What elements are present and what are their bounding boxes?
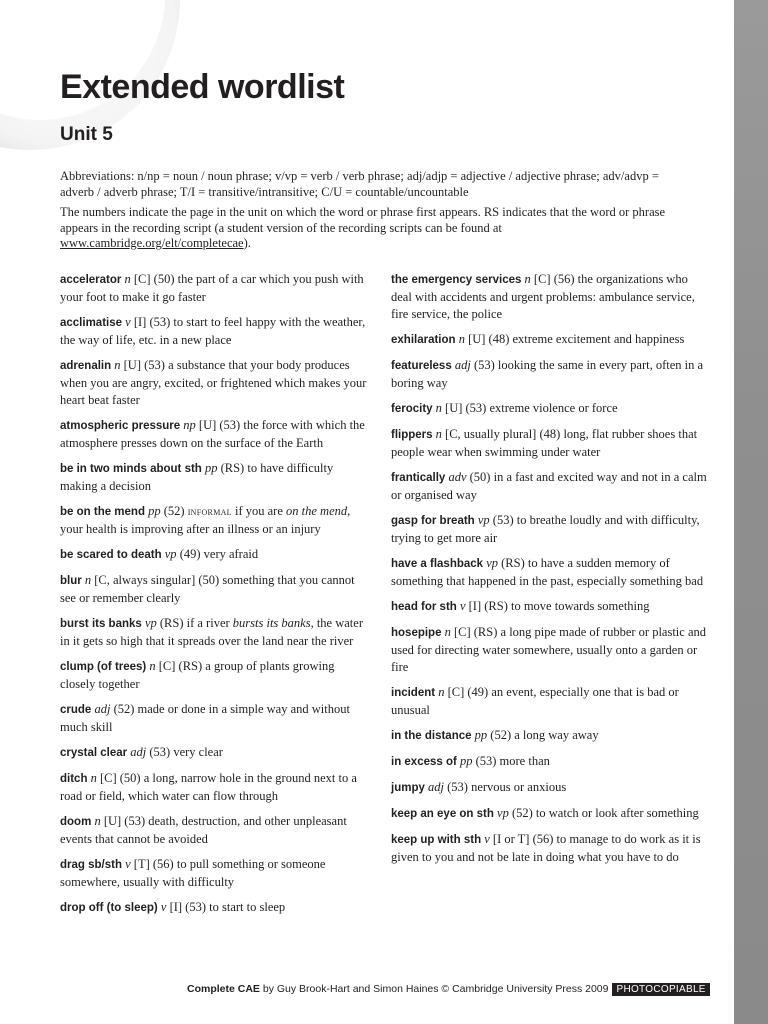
entry-part-of-speech: vp — [486, 556, 498, 570]
entry-part-of-speech: np — [183, 418, 196, 432]
entry-page-info: (52) — [511, 806, 533, 820]
entry-part-of-speech: adj — [454, 358, 471, 372]
entry-part-of-speech: n — [435, 401, 442, 415]
entry-part-of-speech: n — [94, 814, 101, 828]
entry-definition: the organizations who deal with accidents and urgent problems: ambulance service, fire service, the police — [391, 272, 695, 321]
entry-part-of-speech: n — [444, 625, 451, 639]
entry-part-of-speech: pp — [148, 504, 161, 518]
entry-definition: , your health is improving after an illness or an injury — [60, 504, 351, 536]
entry-page-info: [U] (53) — [445, 401, 487, 415]
entry-page-info: (RS) — [220, 461, 245, 475]
entry-part-of-speech: pp — [204, 461, 218, 475]
entry-headword: be scared to death — [60, 549, 162, 561]
entry-definition: in a fast and excited way and not in a calm or organised way — [391, 470, 707, 502]
entry-page-info: (53) — [447, 780, 468, 794]
wordlist-entry — [60, 503, 372, 538]
wordlist-entry — [60, 460, 372, 495]
abbreviations-text: Abbreviations: n/np = noun / noun phrase; v/vp = verb / verb phrase; adj/adjp = adjective / adjective phrase; adv/advp = adverb / adverb phrase; T/I = transitive/intransitive; C/U = countable/uncountable — [60, 169, 659, 199]
wordlist-entry — [60, 314, 372, 349]
entry-headword: the emergency services — [391, 274, 522, 286]
entry-headword: ditch — [60, 773, 88, 785]
wordlist-entry — [60, 744, 372, 762]
entry-headword: blur — [60, 575, 82, 587]
wordlist-entry — [60, 899, 372, 917]
entry-part-of-speech: v — [484, 832, 490, 846]
page-title: Extended wordlist — [60, 68, 345, 106]
entry-page-info: [C] (49) — [447, 685, 489, 699]
entry-headword: keep an eye on sth — [391, 808, 494, 820]
entry-headword: hosepipe — [391, 627, 442, 639]
entry-page-info: (53) — [149, 745, 171, 759]
intro-text — [60, 169, 685, 257]
entry-headword: in excess of — [391, 756, 457, 768]
entry-page-info: [I] (53) — [169, 900, 207, 914]
entry-part-of-speech: n — [90, 771, 97, 785]
wordlist-entry — [391, 727, 707, 745]
entry-part-of-speech: n — [524, 272, 531, 286]
wordlist-entry — [391, 779, 707, 797]
entry-part-of-speech: v — [125, 857, 131, 871]
entry-example: bursts its banks — [232, 616, 311, 630]
entry-page-info: [C, always singular] (50) — [94, 573, 220, 587]
entry-definition: a group of plants growing closely together — [60, 659, 335, 691]
wordlist-entry — [60, 615, 372, 650]
entry-headword: jumpy — [391, 782, 425, 794]
entry-definition: a substance that your body produces when you are angry, excited, or frightened which makes your heart beat faster — [60, 358, 367, 407]
entry-part-of-speech: v — [459, 599, 466, 613]
entry-part-of-speech: vp — [164, 547, 177, 561]
entry-page-info: [C] (RS) — [453, 625, 498, 639]
entry-example: on the mend — [286, 504, 348, 518]
entry-page-info: [U] (48) — [468, 332, 510, 346]
wordlist-column-left — [60, 271, 372, 925]
entry-headword: incident — [391, 687, 436, 699]
wordlist-entry — [391, 831, 707, 866]
entry-definition: looking the same in every part, often in a boring way — [391, 358, 704, 390]
entry-headword: crude — [60, 704, 92, 716]
entry-definition: extreme violence or force — [489, 401, 618, 415]
entry-definition: made or done in a simple way and without much skill — [60, 702, 350, 734]
entry-part-of-speech: n — [84, 573, 92, 587]
entry-definition: to move towards something — [510, 599, 650, 613]
entry-page-info: (53) — [473, 358, 495, 372]
entry-headword: acclimatise — [60, 317, 123, 329]
wordlist-entry — [391, 624, 707, 676]
entry-headword: have a flashback — [391, 558, 484, 570]
wordlist-entry — [60, 770, 372, 805]
entry-page-info: [I or T] (56) — [492, 832, 554, 846]
entry-part-of-speech: pp — [459, 754, 473, 768]
unit-title: Unit 5 — [60, 124, 113, 145]
entry-headword: flippers — [391, 429, 433, 441]
entry-part-of-speech: vp — [497, 806, 509, 820]
cambridge-link[interactable]: www.cambridge.org/elt/completecae — [60, 236, 244, 250]
footer-book-title: Complete CAE — [187, 983, 260, 995]
entry-definition: , the water in it gets so high that it spreads over the land near the river — [60, 616, 363, 648]
wordlist-entry — [391, 357, 707, 392]
entry-definition: extreme excitement and happiness — [512, 332, 685, 346]
entry-part-of-speech: v — [125, 315, 131, 329]
entry-page-info: [U] (53) — [123, 358, 165, 372]
entry-definition: to breathe loudly and with difficulty, trying to get more air — [391, 513, 700, 545]
wordlist-column-right — [391, 271, 707, 874]
entry-definition: to manage to do work as it is given to you and not be late in doing what you have to do — [391, 832, 701, 864]
entry-page-info: (53) — [492, 513, 514, 527]
entry-headword: doom — [60, 816, 92, 828]
entry-headword: head for sth — [391, 601, 457, 613]
entry-page-info: (50) — [469, 470, 491, 484]
entry-part-of-speech: n — [114, 358, 121, 372]
wordlist-entry — [391, 331, 707, 349]
entry-part-of-speech: adj — [428, 780, 444, 794]
entry-page-info: [I] (RS) — [468, 599, 508, 613]
entry-definition: death, destruction, and other unpleasant events that cannot be avoided — [60, 814, 347, 846]
entry-definition: the part of a car which you push with your foot to make it go faster — [60, 272, 364, 304]
entry-part-of-speech: n — [149, 659, 156, 673]
entry-headword: crystal clear — [60, 747, 128, 759]
entry-definition: to start to feel happy with the weather, the way of life, etc. in a new place — [60, 315, 366, 347]
entry-headword: accelerator — [60, 274, 122, 286]
entry-definition-start: if a river — [186, 616, 233, 630]
entry-part-of-speech: adj — [130, 745, 147, 759]
wordlist-entry — [60, 546, 372, 564]
footer — [187, 983, 710, 996]
wordlist-entry — [391, 426, 707, 461]
entry-definition: more than — [499, 754, 550, 768]
entry-headword: ferocity — [391, 403, 433, 415]
entry-page-info: [C] (50) — [133, 272, 175, 286]
wordlist-entry — [60, 658, 372, 693]
wordlist-entry — [60, 572, 372, 607]
entry-definition: the force with which the atmosphere presses down on the surface of the Earth — [60, 418, 365, 450]
page-edge-bar — [734, 0, 768, 1024]
entry-page-info: [C] (56) — [533, 272, 575, 286]
entry-headword: clump (of trees) — [60, 661, 147, 673]
entry-page-info: (49) — [179, 547, 201, 561]
entry-page-info: (53) — [475, 754, 497, 768]
entry-part-of-speech: vp — [144, 616, 157, 630]
entry-part-of-speech: adv — [448, 470, 467, 484]
entry-page-info: [C] (RS) — [158, 659, 203, 673]
wordlist-entry — [60, 856, 372, 891]
entry-headword: in the distance — [391, 730, 472, 742]
wordlist-entry — [391, 753, 707, 771]
entry-part-of-speech: n — [438, 685, 445, 699]
wordlist-entry — [391, 598, 707, 616]
wordlist-entry — [60, 417, 372, 452]
wordlist-entry — [391, 400, 707, 418]
wordlist-entry — [391, 555, 707, 590]
entry-page-info: [I] (53) — [133, 315, 171, 329]
entry-page-info: (52) — [113, 702, 135, 716]
wordlist-entry — [391, 469, 707, 504]
entry-headword: be on the mend — [60, 506, 145, 518]
entry-part-of-speech: n — [124, 272, 131, 286]
entry-headword: drop off (to sleep) — [60, 902, 158, 914]
photocopiable-badge: PHOTOCOPIABLE — [612, 983, 709, 996]
entry-page-info: (52) — [490, 728, 512, 742]
footer-credit: by Guy Brook-Hart and Simon Haines © Cambridge University Press 2009 — [259, 983, 609, 995]
entry-part-of-speech: vp — [477, 513, 490, 527]
wordlist-entry — [391, 271, 707, 323]
wordlist-entry — [391, 684, 707, 719]
entry-page-info: [U] (53) — [103, 814, 146, 828]
wordlist-entry — [60, 271, 372, 306]
wordlist-entry — [391, 805, 707, 823]
entry-part-of-speech: n — [435, 427, 442, 441]
entry-definition: to watch or look after something — [535, 806, 699, 820]
entry-definition: a long way away — [514, 728, 599, 742]
entry-definition: a long, narrow hole in the ground next to a road or field, which water can flow through — [60, 771, 357, 803]
entry-definition: to start to sleep — [209, 900, 286, 914]
entry-definition: to pull something or someone somewhere, usually with difficulty — [60, 857, 326, 889]
entry-definition: long, flat rubber shoes that people wear when swimming under water — [391, 427, 698, 459]
entry-definition-start: if you are — [235, 504, 287, 518]
entry-headword: be in two minds about sth — [60, 463, 202, 475]
entry-definition: very clear — [173, 745, 223, 759]
entry-definition: to have difficulty making a decision — [60, 461, 334, 493]
entry-headword: adrenalin — [60, 360, 112, 372]
entry-definition: to have a sudden memory of something that happened in the past, especially something bad — [391, 556, 704, 588]
wordlist-entry — [60, 357, 372, 409]
entry-register: informal — [187, 506, 232, 518]
entry-headword: keep up with sth — [391, 834, 482, 846]
entry-page-info: [T] (56) — [133, 857, 174, 871]
entry-headword: drag sb/sth — [60, 859, 122, 871]
entry-page-info: (RS) — [159, 616, 184, 630]
entry-page-info: (52) — [163, 504, 185, 518]
entry-definition: something that you cannot see or remember clearly — [60, 573, 355, 605]
entry-headword: featureless — [391, 360, 452, 372]
entry-part-of-speech: adj — [94, 702, 111, 716]
entry-definition: a long pipe made of rubber or plastic and used for directing water somewhere, usually onto a garden or fire — [391, 625, 707, 674]
entry-headword: atmospheric pressure — [60, 420, 181, 432]
wordlist-entry — [60, 813, 372, 848]
entry-part-of-speech: n — [458, 332, 465, 346]
entry-headword: exhilaration — [391, 334, 456, 346]
entry-page-info: [U] (53) — [198, 418, 241, 432]
entry-definition: nervous or anxious — [471, 780, 567, 794]
entry-headword: burst its banks — [60, 618, 142, 630]
entry-definition: an event, especially one that is bad or unusual — [391, 685, 679, 717]
entry-headword: frantically — [391, 472, 446, 484]
entry-page-info: [C, usually plural] (48) — [445, 427, 561, 441]
entry-page-info: [C] (50) — [99, 771, 141, 785]
entry-headword: gasp for breath — [391, 515, 475, 527]
wordlist-entry — [60, 701, 372, 736]
wordlist-entry — [391, 512, 707, 547]
entry-part-of-speech: pp — [474, 728, 488, 742]
entry-page-info: (RS) — [501, 556, 525, 570]
entry-part-of-speech: v — [160, 900, 167, 914]
numbers-note: The numbers indicate the page in the unit on which the word or phrase first appears. RS indicates that the word or phrase appears in the recording script (a student version of the recording scripts can be found at www.cambridge.org/elt/completecae). — [60, 205, 666, 250]
entry-definition: very afraid — [203, 547, 259, 561]
